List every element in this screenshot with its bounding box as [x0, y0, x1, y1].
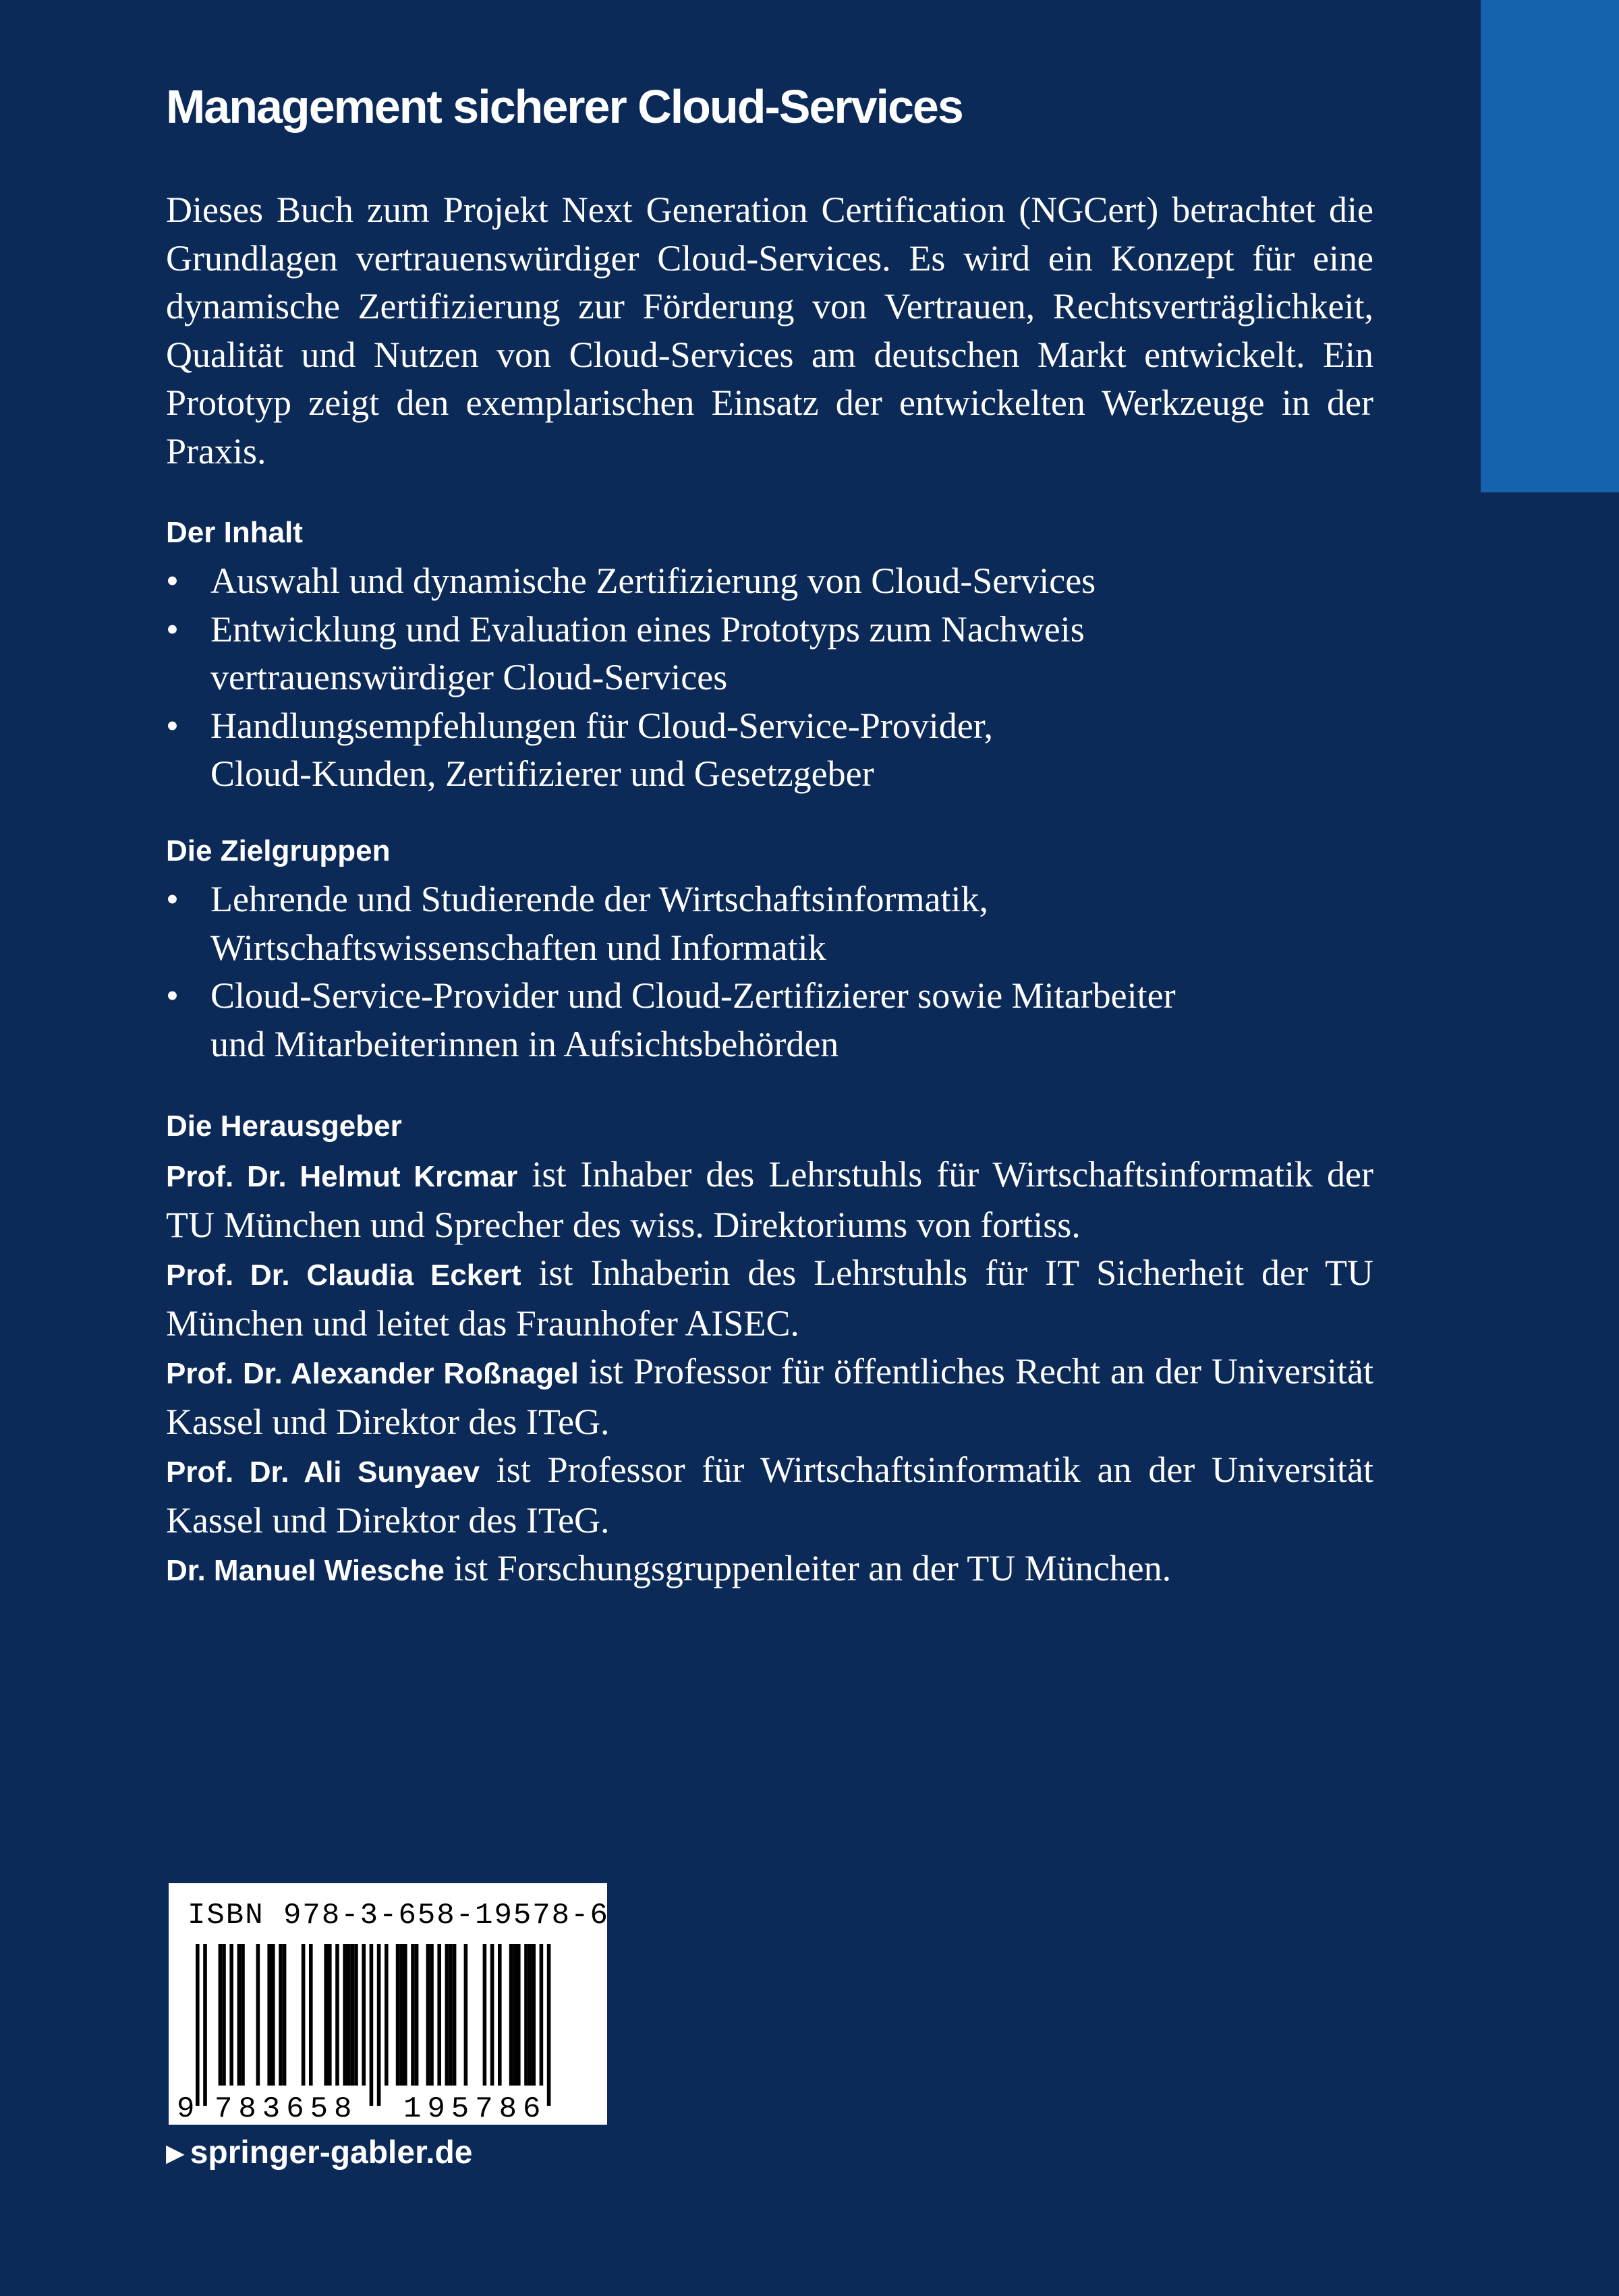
barcode-bar	[403, 1944, 407, 2086]
editor-entry	[166, 1348, 1373, 1446]
barcode-bar	[279, 1944, 283, 2086]
bullet-icon: •	[166, 879, 179, 919]
section-heading-herausgeber: Die Herausgeber	[166, 1110, 402, 1143]
editor-description: ist Professor für Wirtschaftsinformatik an der Universität Kassel und Direktor des ITeG.	[166, 1450, 1373, 1541]
accent-bar	[1481, 0, 1619, 492]
barcode-bar	[524, 1944, 528, 2086]
barcode-bar	[203, 1944, 207, 2106]
barcode-bar	[532, 1944, 536, 2086]
editor-description: ist Inhaber des Lehrstuhls für Wirtschaftsinformatik der TU München und Sprecher des wiss. Direktoriums von fortiss.	[166, 1154, 1373, 1245]
barcode-bar	[347, 1944, 351, 2086]
inhalt-list	[166, 557, 1096, 799]
bullet-icon: •	[166, 705, 179, 746]
isbn-barcode-box	[169, 1883, 607, 2125]
list-item-line: Lehrende und Studierende der Wirtschaftsinformatik,	[210, 879, 988, 919]
editor-entry	[166, 1249, 1373, 1348]
list-item	[166, 606, 1096, 702]
barcode-bar	[547, 1944, 551, 2106]
barcode-bar	[335, 1944, 339, 2086]
barcode-graphic	[169, 1883, 607, 2125]
list-item	[166, 557, 1096, 606]
barcode-bar	[490, 1944, 494, 2086]
barcode-bar	[453, 1944, 457, 2086]
barcode-bar	[449, 1944, 453, 2086]
editor-entry	[166, 1446, 1373, 1545]
barcode-bar	[396, 1944, 400, 2086]
barcode-bar	[377, 1944, 381, 2106]
list-item	[166, 876, 1176, 972]
barcode-bar	[362, 1944, 366, 2086]
barcode-bar	[267, 1944, 271, 2086]
editor-description: ist Inhaberin des Lehrstuhls für IT Sicherheit der TU München und leitet das Fraunhofer AISEC.	[166, 1253, 1373, 1344]
bullet-icon: •	[166, 975, 179, 1016]
barcode-bar	[229, 1944, 233, 2086]
isbn-label: ISBN 978-3-658-19578-6	[188, 1899, 609, 1932]
barcode-bar	[385, 1944, 389, 2086]
barcode-bar	[219, 1944, 223, 2086]
list-item-line: Wirtschaftswissenschaften und Informatik	[210, 927, 826, 968]
barcode-bar	[498, 1944, 502, 2086]
section-herausgeber	[166, 1106, 1373, 1595]
book-title: Management sicherer Cloud-Services	[166, 80, 963, 133]
barcode-digits-right: 195786	[403, 2092, 547, 2125]
barcode-bar	[399, 1944, 403, 2086]
zielgruppen-list	[166, 876, 1176, 1068]
editor-entry	[166, 1545, 1373, 1595]
list-item-line: Cloud-Kunden, Zertifizierer und Gesetzgeber	[210, 753, 874, 794]
barcode-bar	[445, 1944, 449, 2086]
section-inhalt	[166, 513, 1096, 799]
editor-description: ist Forschungsgruppenleiter an der TU München.	[444, 1548, 1172, 1588]
editor-name: Prof. Dr. Alexander Roßnagel	[166, 1357, 579, 1390]
publisher-link-text: springer-gabler.de	[190, 2135, 473, 2171]
barcode-bar	[256, 1944, 260, 2086]
barcode-bar	[517, 1944, 521, 2086]
barcode-bar	[415, 1944, 419, 2086]
editor-name: Prof. Dr. Claudia Eckert	[166, 1259, 521, 1292]
bullet-icon: •	[166, 608, 179, 650]
barcode-bar	[464, 1944, 468, 2086]
barcode-bar	[309, 1944, 313, 2086]
editor-name: Dr. Manuel Wiesche	[166, 1554, 445, 1587]
barcode-bar	[283, 1944, 287, 2086]
editor-entry	[166, 1151, 1373, 1249]
barcode-bar	[241, 1944, 245, 2086]
barcode-bar	[437, 1944, 441, 2086]
barcode-bar	[343, 1944, 347, 2086]
editor-description: ist Professor für öffentliches Recht an der Universität Kassel und Direktor des ITeG.	[166, 1351, 1373, 1442]
barcode-digits-left: 783658	[215, 2092, 358, 2125]
bullet-icon: •	[166, 561, 179, 601]
barcode-bar	[237, 1944, 242, 2086]
section-heading-zielgruppen: Die Zielgruppen	[166, 834, 391, 867]
list-item	[166, 972, 1176, 1068]
editor-name: Prof. Dr. Ali Sunyaev	[166, 1456, 480, 1489]
barcode-bar	[483, 1944, 487, 2086]
barcode-bar	[411, 1944, 415, 2086]
barcode-bars	[196, 1944, 550, 2106]
list-item-line: Auswahl und dynamische Zertifizierung von Cloud-Services	[210, 561, 1096, 601]
triangle-right-icon: ▶	[166, 2139, 185, 2166]
list-item-line: Entwicklung und Evaluation eines Prototyps zum Nachweis	[210, 608, 1085, 650]
list-item-line: Cloud-Service-Provider und Cloud-Zertifizierer sowie Mitarbeiter	[210, 975, 1176, 1016]
publisher-link[interactable]	[166, 2131, 472, 2177]
section-zielgruppen	[166, 831, 1176, 1068]
barcode-bar	[430, 1944, 434, 2086]
barcode-bar	[271, 1944, 275, 2086]
barcode-bar	[540, 1944, 544, 2086]
barcode-bar	[302, 1944, 306, 2086]
barcode-bar	[222, 1944, 226, 2086]
intro-paragraph: Dieses Buch zum Projekt Next Generation Certification (NGCert) betrachtet die Grundlagen vertrauenswürdiger Cloud-Services. Es wird ein Konzept für eine dynamische Zertifizierung zur Förderung von Vertrauen, Rechtsverträglichkeit, Qualität und Nutzen von Cloud-Services am deutschen Markt entwickelt. Ein Prototyp zeigt den exemplarischen Einsatz der entwickelten Werkzeuge in der Praxis.	[166, 190, 1373, 471]
barcode-bar	[528, 1944, 532, 2086]
barcode-bar	[370, 1944, 374, 2106]
barcode-bar	[513, 1944, 517, 2086]
list-item-line: und Mitarbeiterinnen in Aufsichtsbehörden	[210, 1023, 839, 1064]
barcode-bar	[509, 1944, 513, 2086]
barcode-bar	[354, 1944, 358, 2086]
barcode-bar	[426, 1944, 430, 2086]
barcode-bar	[324, 1944, 328, 2086]
barcode-bar	[196, 1944, 200, 2106]
barcode-digit-lead: 9	[177, 2092, 195, 2125]
list-item	[166, 702, 1096, 799]
section-heading-inhalt: Der Inhalt	[166, 516, 303, 549]
barcode-bar	[328, 1944, 332, 2086]
barcode-bar	[351, 1944, 355, 2086]
list-item-line: Handlungsempfehlungen für Cloud-Service-Provider,	[210, 705, 994, 746]
list-item-line: vertrauenswürdiger Cloud-Services	[210, 657, 728, 697]
editor-name: Prof. Dr. Helmut Krcmar	[166, 1160, 518, 1193]
